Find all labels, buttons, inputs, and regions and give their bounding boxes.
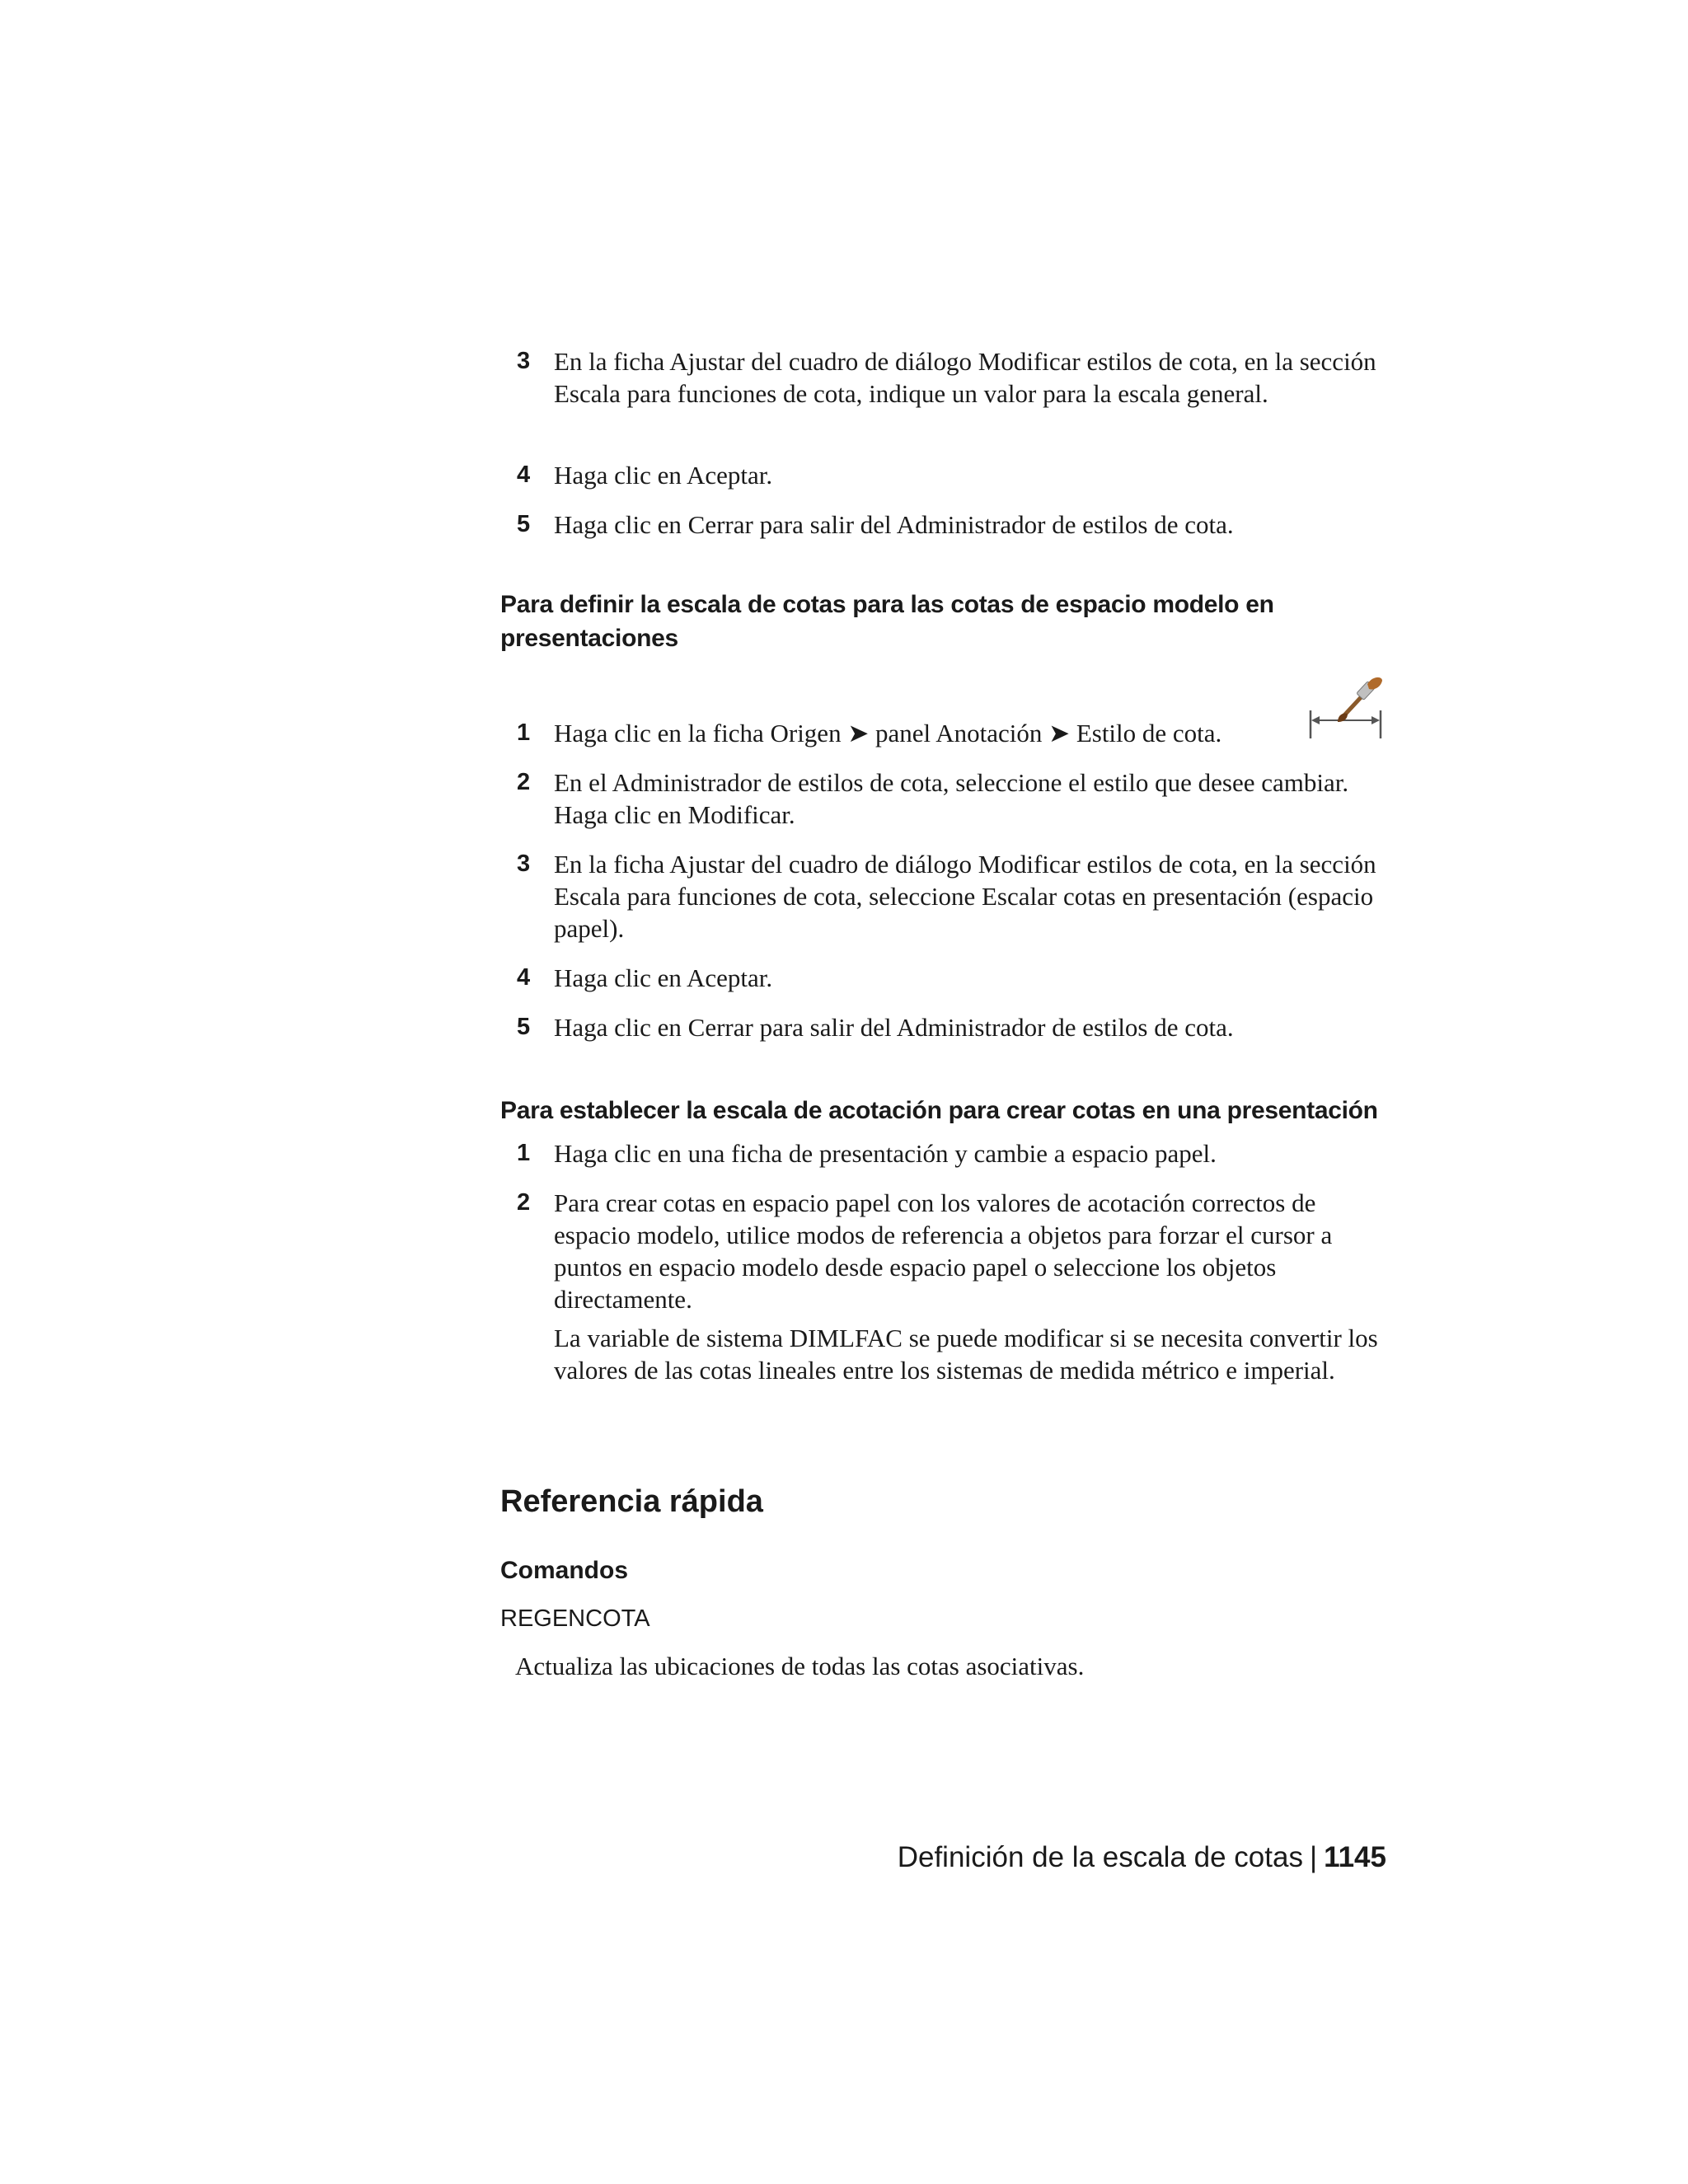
step-item [500, 345, 1386, 442]
step-text: Para crear cotas en espacio papel con los valores de acotación correctos de espacio modelo, utilice modos de referencia a objetos para forzar el cursor a puntos en espacio modelo desde espacio papel o seleccione los objetos directamente. [554, 1188, 1333, 1314]
page-footer [898, 1840, 1386, 1876]
step-text: En la ficha Ajustar del cuadro de diálogo Modificar estilos de cota, en la sección Escala para funciones de cota, seleccione Escalar cotas en presentación (espacio papel). [554, 850, 1376, 943]
procedure-heading: Para establecer la escala de acotación para crear cotas en una presentación [500, 1097, 1378, 1124]
section-heading: Referencia rápida [500, 1484, 763, 1519]
step-item [500, 459, 1386, 491]
step-text: En la ficha Ajustar del cuadro de diálogo Modificar estilos de cota, en la sección Escala para funciones de cota, indique un valor para la escala general. [554, 347, 1376, 408]
step-number: 4 [517, 964, 531, 991]
step-text: Haga clic en una ficha de presentación y cambie a espacio papel. [554, 1139, 1217, 1168]
step-number: 2 [517, 1189, 531, 1216]
step-number: 2 [517, 769, 531, 795]
footer-title: Definición de la escala de cotas [897, 1841, 1303, 1873]
step-number: 1 [517, 1140, 531, 1166]
step-number: 3 [517, 348, 531, 374]
procedure-heading: Para definir la escala de cotas para las cotas de espacio modelo en presentaciones [500, 591, 1274, 652]
step-text: Haga clic en Cerrar para salir del Administrador de estilos de cota. [554, 1013, 1234, 1042]
step-number: 5 [517, 1014, 531, 1040]
step-item [500, 717, 1386, 749]
steps-continued [500, 345, 1386, 541]
command-description: Actualiza las ubicaciones de todas las cotas asociativas. [515, 1652, 1085, 1680]
commands-heading: Comandos [500, 1557, 629, 1584]
footer-separator: | [1309, 1841, 1318, 1873]
step-item [500, 848, 1386, 944]
step-number: 3 [517, 851, 531, 877]
step-number: 1 [517, 719, 531, 746]
step-text: Haga clic en Cerrar para salir del Administrador de estilos de cota. [554, 510, 1234, 539]
document-page [500, 0, 1386, 2184]
procedure-2-steps [500, 1137, 1386, 1386]
step-note: La variable de sistema DIMLFAC se puede modificar si se necesita convertir los valores de las cotas lineales entre los sistemas de medida métrico e imperial. [554, 1324, 1378, 1385]
step-text: En el Administrador de estilos de cota, seleccione el estilo que desee cambiar. Haga clic en Modificar. [554, 768, 1349, 829]
step-text: Haga clic en Aceptar. [554, 461, 773, 490]
step-item [500, 1011, 1386, 1043]
step-item [500, 766, 1386, 831]
step-text: Haga clic en Aceptar. [554, 963, 773, 992]
procedure-1-steps [500, 717, 1386, 1043]
step-text: Haga clic en la ficha Origen ➤ panel Anotación ➤ Estilo de cota. [554, 719, 1222, 748]
step-item [500, 1187, 1386, 1315]
command-name: REGENCOTA [500, 1605, 650, 1632]
step-item [500, 509, 1386, 541]
step-item [500, 1137, 1386, 1169]
step-number: 4 [517, 462, 531, 488]
step-item [500, 962, 1386, 994]
page-number: 1145 [1324, 1841, 1386, 1873]
step-number: 5 [517, 511, 531, 537]
